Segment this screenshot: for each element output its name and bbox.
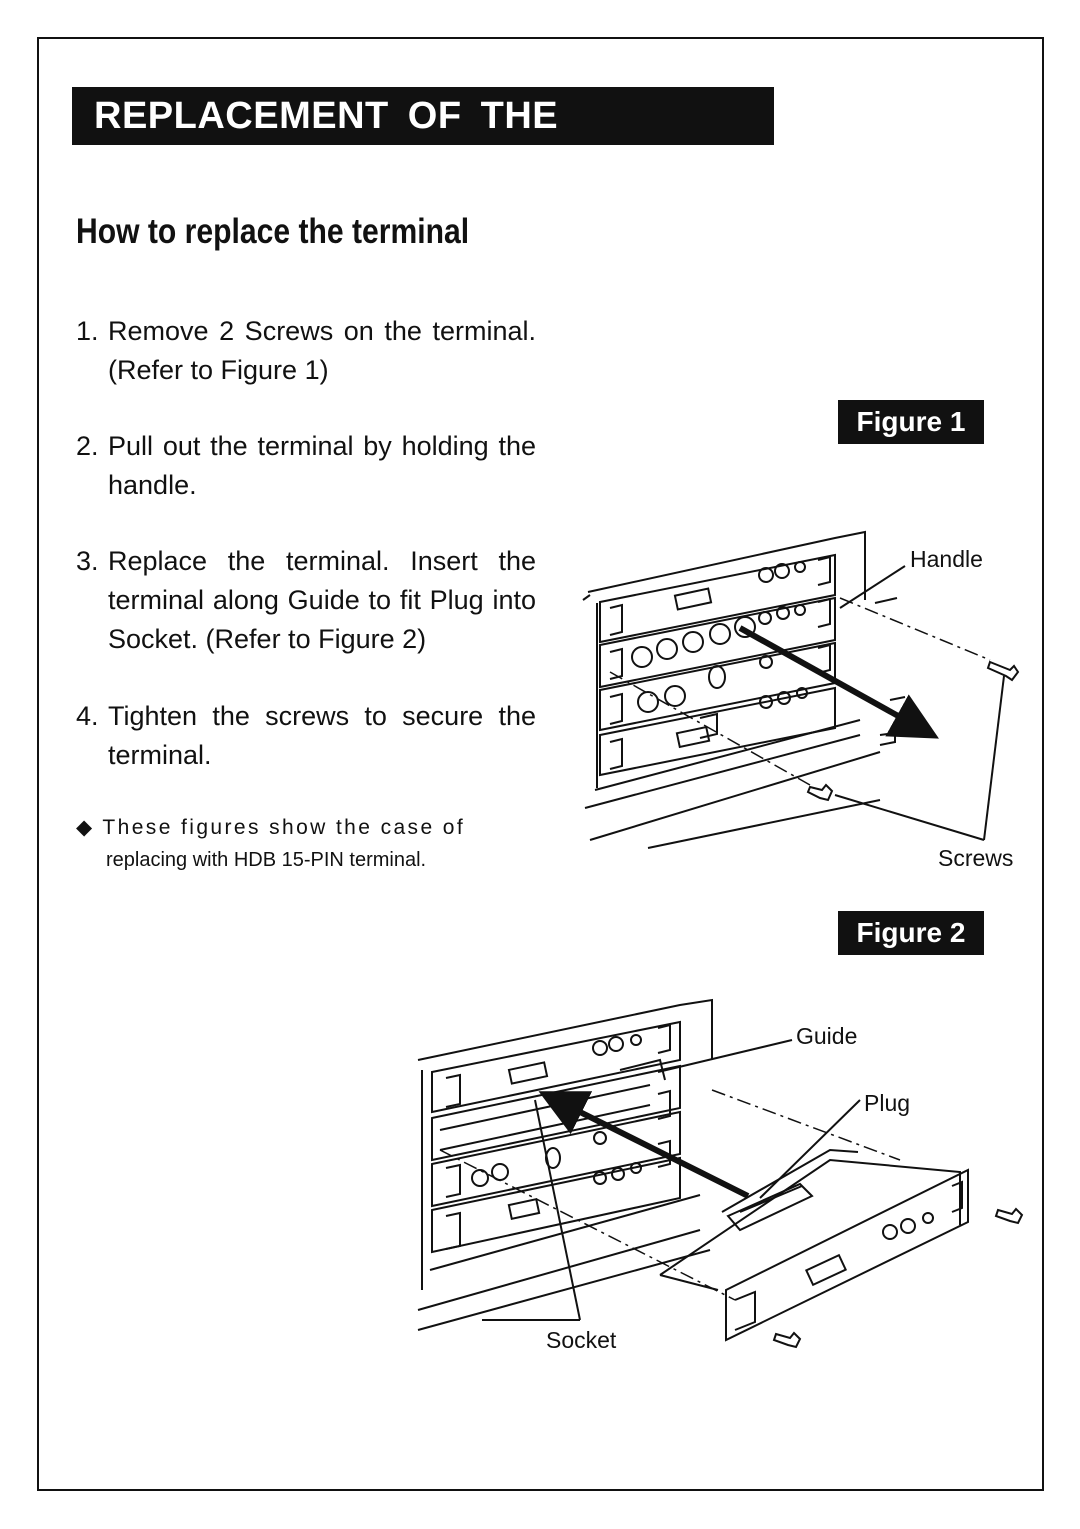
step-number: 2. xyxy=(76,431,99,461)
plug-callout: Plug xyxy=(864,1090,911,1116)
figure-1-diagram xyxy=(583,532,1018,848)
step-number: 4. xyxy=(76,701,99,731)
guide-callout: Guide xyxy=(796,1023,858,1049)
figure-1-label: Figure 1 xyxy=(838,400,984,444)
step-text: Replace the terminal. Insert the terminal along Guide to fit Plug into Socket. (Refer to Figure 2) xyxy=(108,546,536,654)
step-text: Tighten the screws to secure the terminal. xyxy=(108,701,536,770)
note-line-2: replacing with HDB 15-PIN terminal. xyxy=(106,849,427,871)
figure-2-label: Figure 2 xyxy=(838,911,984,955)
handle-callout: Handle xyxy=(910,546,983,572)
diamond-bullet-icon: ◆ xyxy=(76,816,95,839)
pull-arrow-icon xyxy=(740,628,918,727)
insert-arrow-icon xyxy=(560,1102,748,1196)
step-text: Remove 2 Screws on the terminal. (Refer to Figure 1) xyxy=(108,316,536,385)
step-text: Pull out the terminal by holding the handle. xyxy=(108,431,536,500)
figure-2-diagram xyxy=(418,1000,1022,1347)
step-number: 3. xyxy=(76,546,99,576)
note-text: These figures show the case of xyxy=(102,816,466,839)
step-number: 1. xyxy=(76,316,99,346)
page-title: REPLACEMENT OF THE TERMINAL xyxy=(72,87,774,145)
socket-callout: Socket xyxy=(546,1327,617,1353)
section-subtitle: How to replace the terminal xyxy=(76,212,470,251)
screws-callout: Screws xyxy=(938,845,1014,871)
